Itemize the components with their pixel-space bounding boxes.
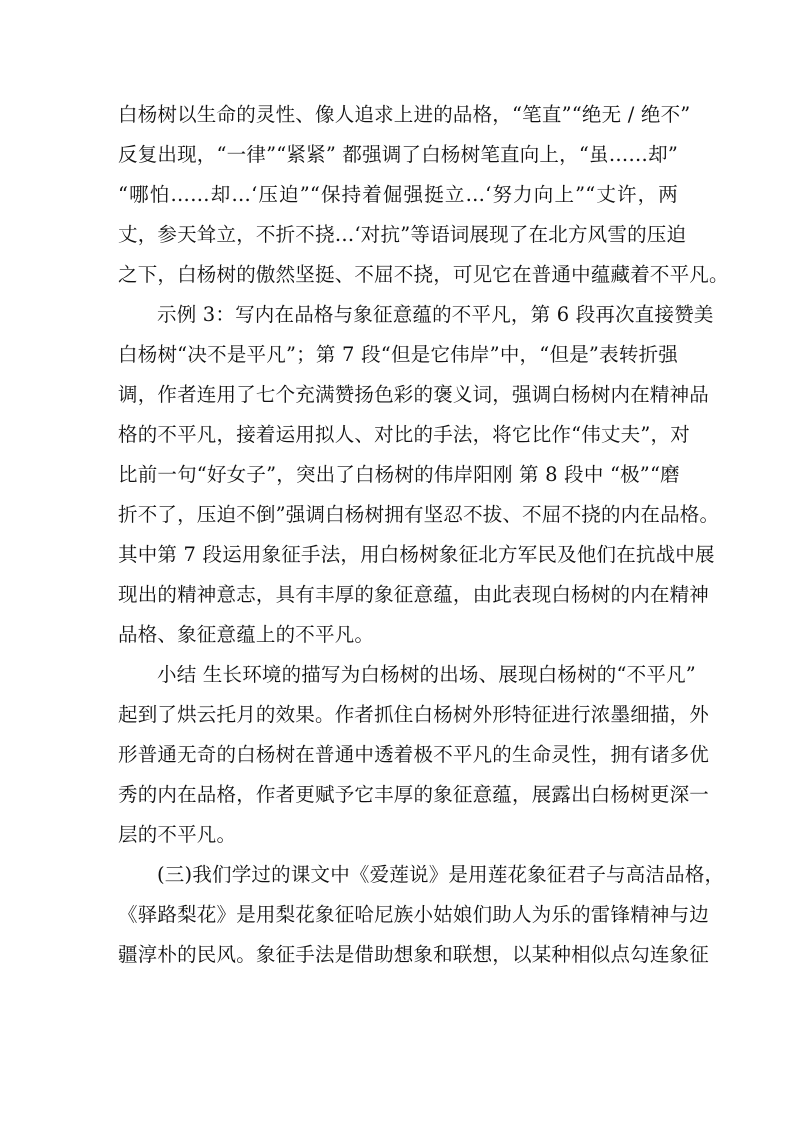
paragraph-2 [118, 295, 720, 655]
text-line: 《驿路梨花》是用梨花象征哈尼族小姑娘们助人为乐的雷锋精神与边 [118, 903, 710, 926]
text-line: 丈，参天耸立，不折不挠…‘对抗”等语词展现了在北方风雪的压迫 [118, 223, 687, 246]
text-line: 白杨树以生命的灵性、像人追求上进的品格，“笔直”“绝无 / 绝不” [118, 103, 691, 126]
text-line: “哪怕……却…‘压迫”“保持着倔强挺立…‘努力向上”“丈许，两 [118, 183, 678, 206]
text-line: 疆淳朴的民风。象征手法是借助想象和联想，以某种相似点勾连象征 [118, 943, 710, 966]
paragraph-1 [118, 95, 729, 295]
document-body [118, 95, 729, 975]
text-line: 比前一句“好女子”，突出了白杨树的伟岸阳刚 第 8 段中 “极”“磨 [118, 463, 680, 486]
text-line: 小结 生长环境的描写为白杨树的出场、展现白杨树的“不平凡” [157, 663, 696, 686]
text-line: 调，作者连用了七个充满赞扬色彩的褒义词，强调白杨树内在精神品 [118, 383, 710, 406]
text-line: 反复出现，“一律”“紧紧” 都强调了白杨树笔直向上，“虽……却” [118, 143, 678, 166]
text-line: 现出的精神意志，具有丰厚的象征意蕴，由此表现白杨树的内在精神 [118, 583, 710, 606]
text-line: 起到了烘云托月的效果。作者抓住白杨树外形特征进行浓墨细描，外 [118, 703, 710, 726]
text-line: 形普通无奇的白杨树在普通中透着极不平凡的生命灵性，拥有诸多优 [118, 743, 710, 766]
text-line: 层的不平凡。 [118, 823, 237, 846]
text-line: 折不了，压迫不倒”强调白杨树拥有坚忍不拔、不屈不挠的内在品格。 [118, 503, 720, 526]
text-line: (三)我们学过的课文中《爱莲说》是用莲花象征君子与高洁品格， [157, 863, 725, 886]
text-line: 秀的内在品格，作者更赋予它丰厚的象征意蕴，展露出白杨树更深一 [118, 783, 710, 806]
text-line: 其中第 7 段运用象征手法，用白杨树象征北方军民及他们在抗战中展 [118, 543, 715, 566]
text-line: 白杨树“决不是平凡”；第 7 段“但是它伟岸”中，“但是”表转折强 [118, 343, 678, 366]
text-line: 品格、象征意蕴上的不平凡。 [118, 623, 375, 646]
text-line: 格的不平凡，接着运用拟人、对比的手法，将它比作“伟丈夫”，对 [118, 423, 690, 446]
paragraph-4 [118, 855, 725, 975]
text-line: 示例 3：写内在品格与象征意蕴的不平凡，第 6 段再次直接赞美 [157, 303, 714, 326]
text-line: 之下，白杨树的傲然坚挺、不屈不挠，可见它在普通中蕴藏着不平凡。 [118, 263, 729, 286]
paragraph-3 [118, 655, 710, 855]
